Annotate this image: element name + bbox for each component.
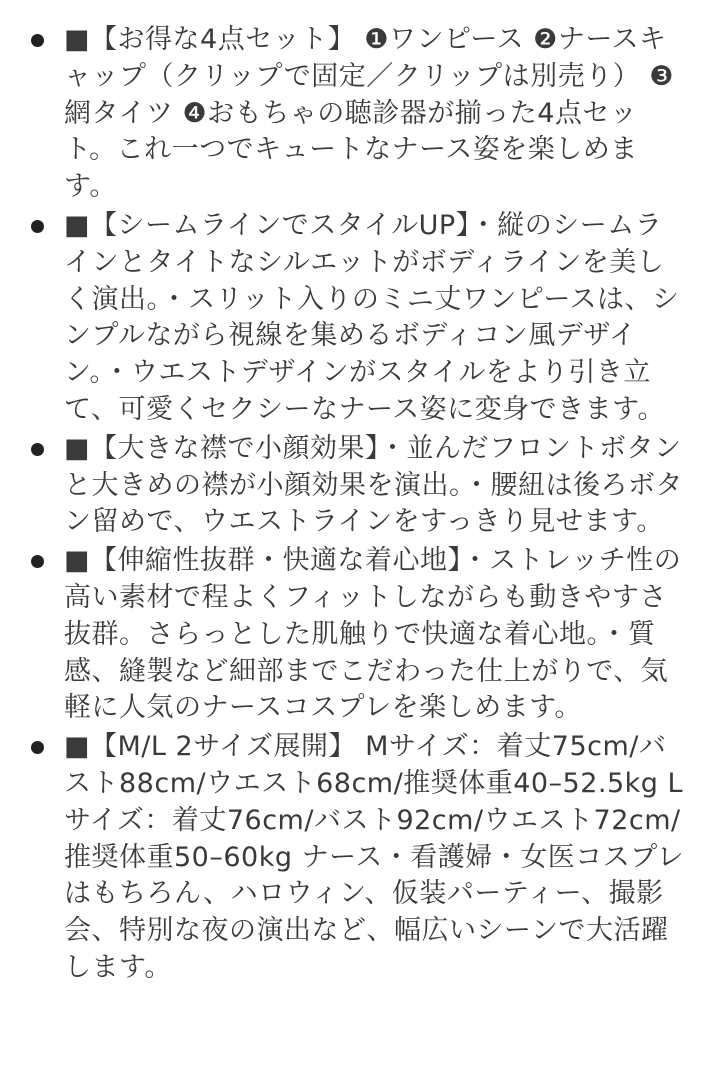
bullet-icon	[31, 34, 44, 47]
feature-text: ■【お得な4点セット】 ❶ワンピース ❷ナースキャップ（クリップで固定／クリップは別売り） ❸網タイツ ❹おもちゃの聴診器が揃った4点セット。これ一つでキュートなナース姿を楽しめます。	[64, 24, 674, 203]
feature-text: ■【伸縮性抜群・快適な着心地】・ストレッチ性の高い素材で程よくフィットしながらも動きやすさ抜群。さらっとした肌触りで快適な着心地。・質感、縫製など細部までこだわった仕上がりで、気軽に人気のナースコスプレを楽しめます。	[64, 545, 682, 724]
feature-set-contents	[0, 22, 687, 206]
feature-large-collar	[0, 431, 687, 541]
feature-stretch-comfort	[0, 543, 687, 727]
feature-text: ■【シームラインでスタイルUP】・縦のシームラインとタイトなシルエットがボディラインを美しく演出。・スリット入りのミニ丈ワンピースは、シンプルながら視線を集めるボディコン風デザイン。・ウエストデザインがスタイルをより引き立て、可愛くセクシーなナース姿に変身できます。	[64, 209, 680, 425]
feature-sizes	[0, 729, 687, 987]
feature-list	[0, 22, 687, 987]
feature-seam-line	[0, 208, 687, 429]
bullet-icon	[31, 555, 44, 568]
bullet-icon	[31, 741, 44, 754]
feature-text: ■【大きな襟で小顔効果】・並んだフロントボタンと大きめの襟が小顔効果を演出。・腰紐は後ろボタン留めで、ウエストラインをすっきり見せます。	[64, 432, 683, 538]
feature-text: ■【M/L 2サイズ展開】 Mサイズ：着丈75cm/バスト88cm/ウエスト68cm/推奨体重40–52.5kg Lサイズ：着丈76cm/バスト92cm/ウエスト72cm/推奨体重50–60kg ナース・看護婦・女医コスプレはもちろん、ハロウィン、仮装パーティー、撮影会、特別な夜の演出など、幅広いシーンで大活躍します。	[64, 731, 685, 983]
bullet-icon	[31, 443, 44, 456]
bullet-icon	[31, 220, 44, 233]
